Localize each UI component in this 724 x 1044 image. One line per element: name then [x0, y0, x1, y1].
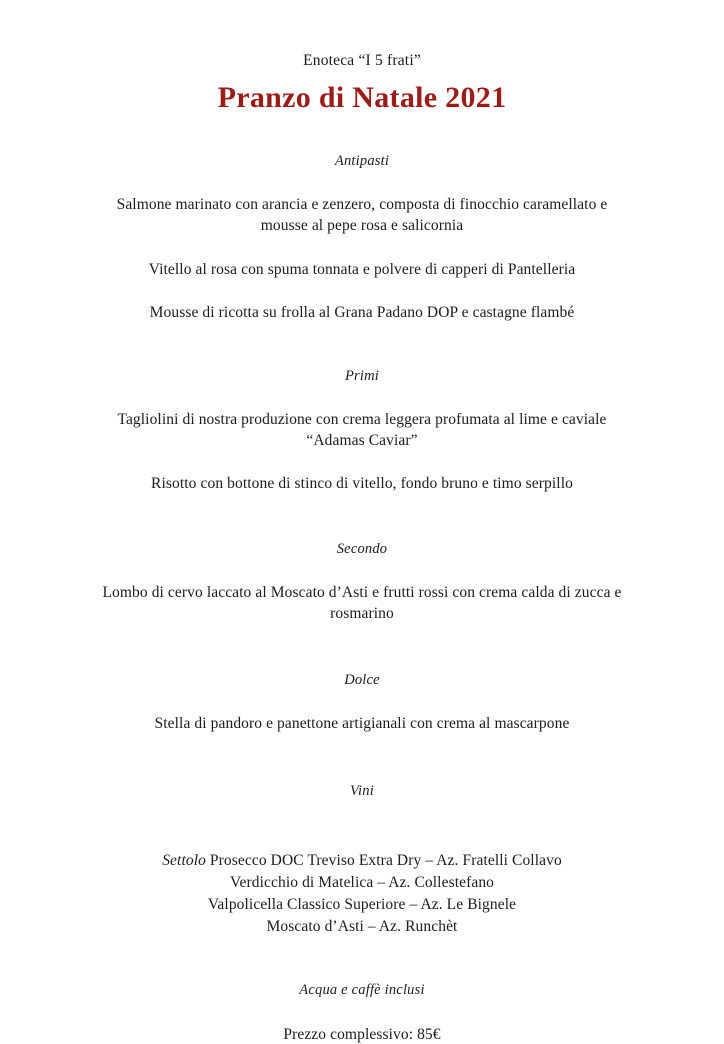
price-line: Prezzo complessivo: 85€ — [283, 1025, 441, 1043]
wine-list-item — [56, 916, 668, 938]
footer-spacer — [56, 938, 668, 982]
section-secondo — [56, 541, 668, 625]
section-heading-secondo: Secondo — [336, 540, 388, 557]
included-note: Acqua e caffè inclusi — [299, 981, 425, 998]
wine-text: Valpolicella Classico Superiore – Az. Le Bignele — [207, 895, 517, 913]
section-dolce — [56, 672, 668, 734]
dish-item: Mousse di ricotta su frolla al Grana Padano DOP e castagne flambé — [149, 304, 575, 322]
page-title: Pranzo di Natale 2021 — [217, 80, 507, 114]
section-vini — [56, 783, 668, 938]
section-heading-antipasti: Antipasti — [334, 153, 390, 170]
wine-label: Settolo — [162, 851, 206, 869]
section-spacer — [56, 495, 668, 541]
venue-name: Enoteca “I 5 frati” — [303, 52, 421, 69]
dish-item: Risotto con bottone di stinco di vitello, fondo bruno e timo serpillo — [151, 475, 573, 493]
wine-list-item — [56, 850, 668, 872]
dish-item: Salmone marinato con arancia e zenzero, composta di finocchio caramellato e mousse al pepe rosa e salicornia — [116, 196, 608, 235]
wine-text: Moscato d’Asti – Az. Runchèt — [266, 917, 458, 935]
section-spacer — [56, 324, 668, 368]
wine-list-item — [56, 894, 668, 916]
wine-text: Prosecco DOC Treviso Extra Dry – Az. Fratelli Collavo — [205, 851, 562, 869]
dish-item: Vitello al rosa con spuma tonnata e polvere di capperi di Pantelleria — [148, 260, 576, 278]
wine-list-spacer — [56, 824, 668, 850]
section-spacer — [56, 735, 668, 783]
section-heading-primi: Primi — [344, 367, 380, 384]
section-spacer — [56, 624, 668, 672]
section-antipasti — [56, 153, 668, 324]
wine-text: Verdicchio di Matelica – Az. Collestefano — [229, 873, 495, 891]
footer — [56, 982, 668, 1044]
dish-item: Stella di pandoro e panettone artigianali con crema al mascarpone — [154, 715, 570, 733]
wine-list — [56, 850, 668, 938]
dish-item: Lombo di cervo laccato al Moscato d’Asti e frutti rossi con crema calda di zucca e rosmarino — [102, 583, 622, 623]
wine-list-item — [56, 872, 668, 894]
section-heading-dolce: Dolce — [344, 672, 380, 689]
section-heading-vini: Vini — [350, 782, 374, 799]
section-primi — [56, 368, 668, 495]
dish-item: Tagliolini di nostra produzione con crema leggera profumata al lime e caviale “Adamas Caviar” — [117, 410, 607, 449]
